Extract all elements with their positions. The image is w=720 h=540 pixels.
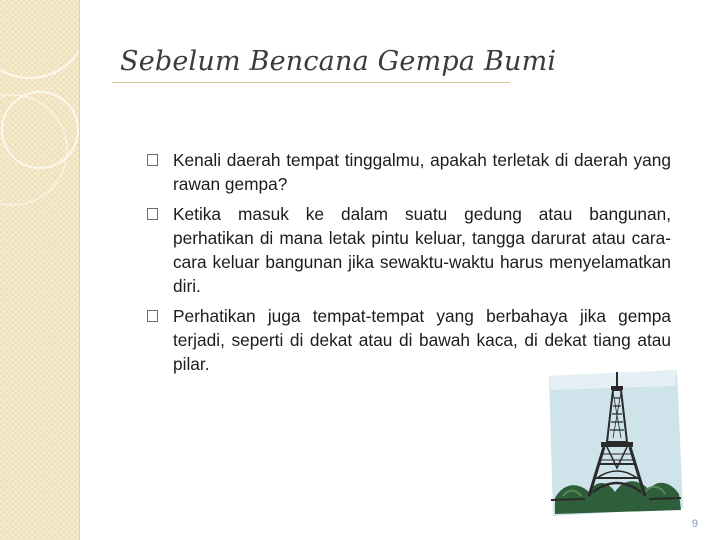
list-item: [148, 202, 671, 298]
bullet-text: Ketika masuk ke dalam suatu gedung atau bangunan, perhatikan di mana letak pintu keluar, tangga darurat atau cara-cara keluar bangunan jika sewaktu-waktu harus menyelamatkan diri.: [173, 204, 671, 296]
list-item: [148, 148, 671, 196]
bullet-text: Perhatikan juga tempat-tempat yang berbahaya jika gempa terjadi, seperti di dekat atau di bawah kaca, di dekat tiang atau pilar.: [173, 306, 671, 374]
bullet-icon: [147, 310, 158, 322]
decorative-circles: [0, 0, 79, 540]
bullet-text: Kenali daerah tempat tinggalmu, apakah terletak di daerah yang rawan gempa?: [173, 150, 671, 194]
bullet-icon: [147, 154, 158, 166]
list-item: [148, 304, 671, 376]
decorative-side-panel: [0, 0, 80, 540]
page-number: 9: [691, 518, 698, 530]
eiffel-tower-icon: [545, 368, 685, 518]
bullet-icon: [147, 208, 158, 220]
slide-title: Sebelum Bencana Gempa Bumi: [120, 46, 557, 77]
title-underline: [112, 82, 510, 83]
bullet-list: [148, 148, 671, 382]
